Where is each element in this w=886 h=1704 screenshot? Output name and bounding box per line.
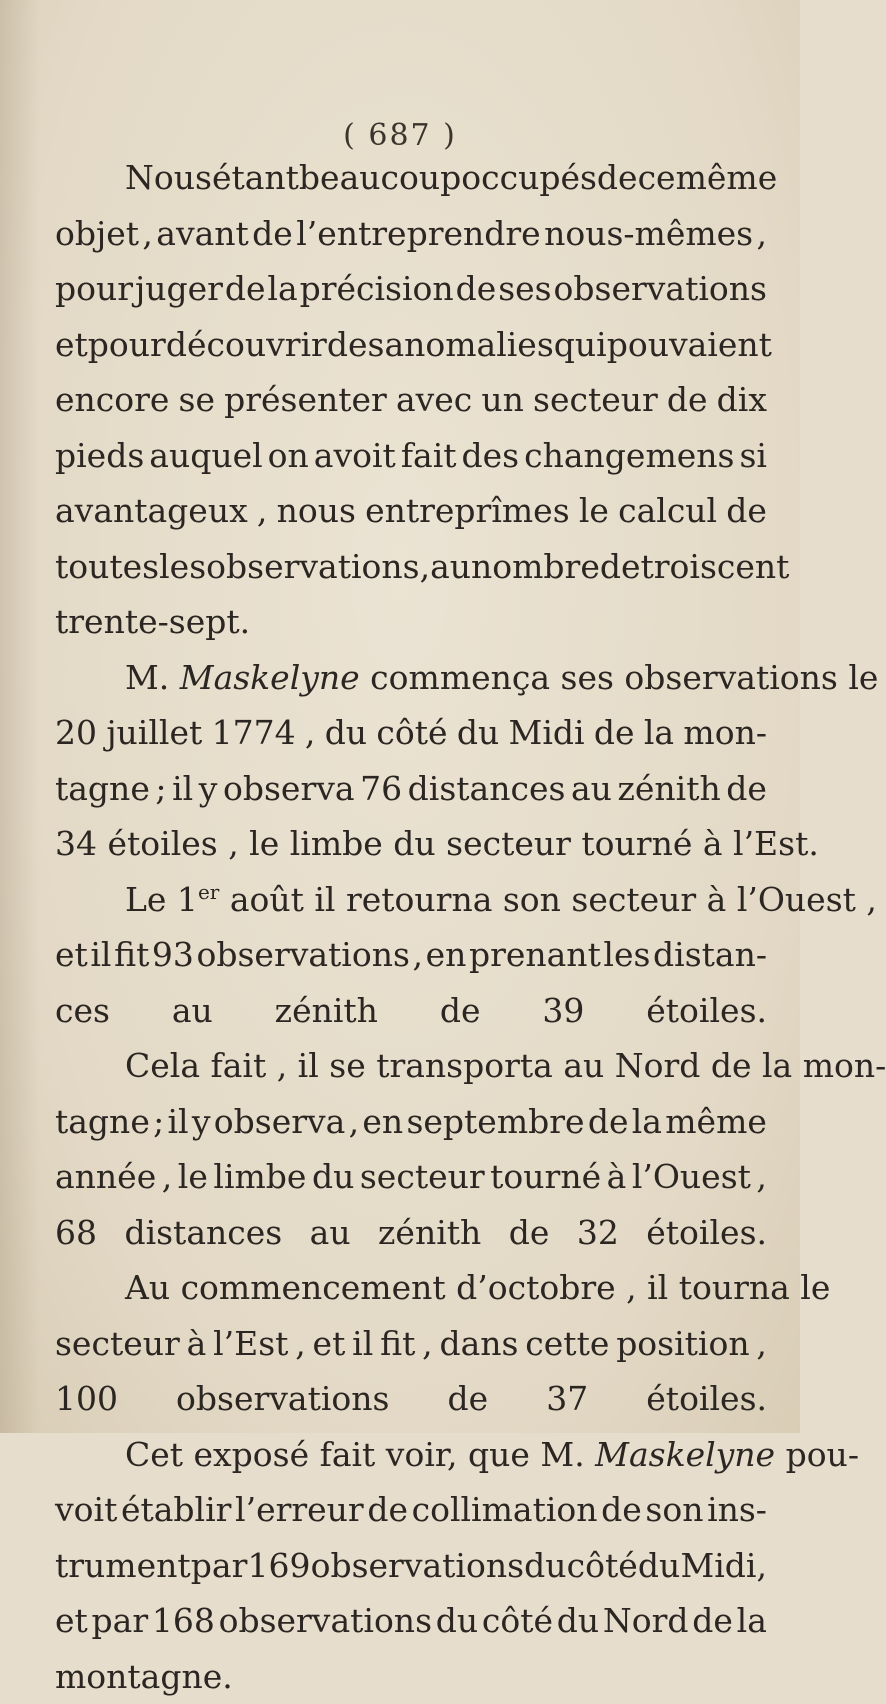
text-line	[55, 372, 767, 428]
word: du	[312, 1149, 354, 1205]
word: qui	[554, 317, 607, 373]
line-text	[55, 761, 767, 817]
word: juger	[135, 261, 223, 317]
word: en	[362, 1094, 403, 1150]
word: ,	[422, 1316, 433, 1372]
word: du	[638, 1538, 680, 1594]
line-text: Cet exposé fait voir, que M.	[125, 1435, 595, 1474]
word: voit	[55, 1482, 117, 1538]
word: limbe	[213, 1149, 306, 1205]
line-text	[125, 150, 767, 206]
word: même	[676, 150, 778, 206]
line-text: 68 distances au zénith de 32 étoiles.	[55, 1213, 767, 1252]
line-text	[55, 372, 767, 428]
line-text: Au commencement d’octobre , il tourna le	[125, 1268, 830, 1307]
line-text	[55, 317, 767, 373]
page-number: ( 687 )	[0, 118, 800, 153]
text-line	[55, 1482, 767, 1538]
word: beaucoup	[299, 150, 461, 206]
word: année	[55, 1149, 156, 1205]
line-text: 100 observations de 37 étoiles.	[55, 1379, 767, 1418]
word: la	[737, 1593, 767, 1649]
paragraph-2	[55, 650, 767, 872]
word: au	[571, 761, 612, 817]
word: l’Est	[213, 1316, 288, 1372]
word: observations	[197, 927, 410, 983]
superscript: er	[198, 880, 219, 904]
word: de	[588, 1094, 629, 1150]
word: se	[179, 372, 215, 428]
text-line	[55, 1427, 767, 1483]
text-line	[55, 1649, 767, 1704]
word: l’erreur	[235, 1482, 364, 1538]
word: ,	[349, 1094, 360, 1150]
word: ,	[162, 1149, 173, 1205]
word: si	[739, 428, 767, 484]
word: avec	[396, 372, 472, 428]
line-text	[55, 705, 767, 761]
person-name: Maskelyne	[180, 658, 360, 697]
text-line	[55, 1205, 767, 1261]
word: collimation	[412, 1482, 598, 1538]
word: observations	[206, 539, 419, 595]
word: 169	[247, 1538, 310, 1594]
word: Midi,	[680, 1538, 767, 1594]
word: pieds	[55, 428, 144, 484]
word: nous-mêmes	[544, 206, 753, 262]
line-text	[55, 539, 767, 595]
word: y	[192, 1094, 211, 1150]
line-text	[55, 428, 767, 484]
word: et	[55, 927, 88, 983]
word: la	[632, 1094, 662, 1150]
word: ,	[413, 927, 424, 983]
line-text	[55, 1094, 767, 1150]
text-line	[55, 1038, 767, 1094]
word: occupés	[461, 150, 597, 206]
word: avantageux	[55, 483, 248, 539]
line-text	[55, 1316, 767, 1372]
word: distan-	[653, 927, 767, 983]
word: étant	[212, 150, 299, 206]
word: secteur	[360, 1149, 485, 1205]
word: il	[168, 1094, 189, 1150]
line-text: Cela fait , il se transporta au Nord de la mon-	[125, 1046, 886, 1085]
line-text: montagne.	[55, 1657, 233, 1696]
word: observations	[311, 1538, 524, 1594]
line-text: août il retourna son secteur à l’Ouest ,	[219, 880, 877, 919]
word: ,	[757, 206, 768, 262]
text-line	[55, 261, 767, 317]
word: son	[645, 1482, 703, 1538]
word: établir	[121, 1482, 231, 1538]
word: objet	[55, 206, 139, 262]
paragraph-6	[55, 1427, 767, 1704]
word: à	[607, 1149, 627, 1205]
word: côté	[482, 1593, 553, 1649]
word: ,	[756, 1149, 767, 1205]
line-text	[55, 1482, 767, 1538]
word: les	[159, 539, 206, 595]
word: distances	[408, 761, 566, 817]
text-line	[55, 150, 767, 206]
word: même	[665, 1094, 767, 1150]
word: fit	[114, 927, 149, 983]
word: 76	[360, 761, 402, 817]
word: changemens	[524, 428, 734, 484]
word: auquel	[149, 428, 262, 484]
word: Nous	[125, 150, 212, 206]
text-line	[55, 428, 767, 484]
paragraph-1	[55, 150, 767, 650]
word: fit	[380, 1316, 415, 1372]
word: des	[462, 428, 520, 484]
word: il	[172, 761, 193, 817]
word: tagne	[55, 761, 150, 817]
word: ,	[295, 1316, 306, 1372]
word: présenter	[224, 372, 387, 428]
word: et	[55, 317, 88, 373]
text-line	[55, 1094, 767, 1150]
text-line	[55, 317, 767, 373]
word: de	[225, 261, 266, 317]
text-line	[55, 1260, 767, 1316]
word: nous	[277, 483, 356, 539]
word: de	[692, 1593, 733, 1649]
word: dans	[439, 1316, 518, 1372]
text-line	[55, 1593, 767, 1649]
word: ins-	[707, 1482, 767, 1538]
word: Nord	[603, 1593, 689, 1649]
word: anomalies	[384, 317, 553, 373]
word: observations	[554, 261, 767, 317]
word: par	[191, 1538, 248, 1594]
word: pour	[55, 261, 133, 317]
word: l’entreprendre	[296, 206, 541, 262]
word: la	[267, 261, 297, 317]
word: il	[352, 1316, 373, 1372]
word: zénith	[617, 761, 720, 817]
text-line	[55, 594, 767, 650]
line-text: trente-sept.	[55, 602, 250, 641]
text-line	[55, 1149, 767, 1205]
word: le	[178, 1149, 208, 1205]
word: du	[436, 1593, 478, 1649]
line-text: M.	[125, 658, 180, 697]
word: de	[252, 206, 293, 262]
word: ,	[305, 705, 316, 761]
word: observa	[214, 1094, 346, 1150]
word: ses	[498, 261, 551, 317]
line-text	[55, 261, 767, 317]
word: ;	[153, 1094, 164, 1150]
word: avant	[156, 206, 249, 262]
word: en	[426, 927, 467, 983]
word: tagne	[55, 1094, 150, 1150]
word: du	[557, 1593, 599, 1649]
word: de	[726, 761, 767, 817]
word: prenant	[469, 927, 601, 983]
paragraph-4	[55, 1038, 767, 1260]
word: au	[430, 539, 471, 595]
word: encore	[55, 372, 169, 428]
line-text	[55, 206, 767, 262]
text-line	[55, 927, 767, 983]
word: côté	[567, 1538, 638, 1594]
word: observa	[223, 761, 355, 817]
word: ;	[155, 761, 166, 817]
word: fait	[401, 428, 457, 484]
word: de	[726, 483, 767, 539]
word: 1774	[212, 705, 296, 761]
word: à	[187, 1316, 207, 1372]
line-text: Le 1	[125, 880, 198, 919]
body-text	[55, 150, 767, 1704]
text-line	[55, 761, 767, 817]
word: ce	[638, 150, 676, 206]
line-text	[55, 1149, 767, 1205]
word: on	[268, 428, 309, 484]
text-line	[55, 872, 767, 928]
word: un	[481, 372, 524, 428]
word: du	[325, 705, 367, 761]
word: et	[313, 1316, 346, 1372]
word: pour	[88, 317, 166, 373]
line-text: ces au zénith de 39 étoiles.	[55, 991, 767, 1030]
word: cent	[717, 539, 790, 595]
word: dix	[717, 372, 767, 428]
text-line	[55, 1316, 767, 1372]
word: de	[367, 1482, 408, 1538]
person-name: Maskelyne	[595, 1435, 775, 1474]
word: cette	[525, 1316, 609, 1372]
word: de	[600, 539, 641, 595]
line-text	[55, 927, 767, 983]
word: 20	[55, 705, 97, 761]
word: et	[55, 1593, 88, 1649]
word: côté	[376, 705, 447, 761]
word: découvrir	[166, 317, 327, 373]
word: tourné	[490, 1149, 601, 1205]
text-line	[55, 1371, 767, 1427]
text-line	[55, 705, 767, 761]
word: trument	[55, 1538, 191, 1594]
word: l’Ouest	[632, 1149, 751, 1205]
word: ,	[420, 539, 431, 595]
word: observations	[219, 1593, 432, 1649]
text-line	[55, 983, 767, 1039]
word: le	[579, 483, 609, 539]
text-line	[55, 650, 767, 706]
word: entreprîmes	[365, 483, 570, 539]
word: mon-	[683, 705, 767, 761]
word: secteur	[55, 1316, 180, 1372]
text-line	[55, 1538, 767, 1594]
word: calcul	[618, 483, 717, 539]
word: secteur	[533, 372, 658, 428]
word: du	[457, 705, 499, 761]
word: nombre	[471, 539, 600, 595]
word: de	[601, 1482, 642, 1538]
line-text: pou-	[775, 1435, 859, 1474]
word: y	[199, 761, 218, 817]
text-line	[55, 206, 767, 262]
word: Midi	[509, 705, 585, 761]
line-text	[55, 1538, 767, 1594]
paragraph-5	[55, 1260, 767, 1427]
paragraph-3	[55, 872, 767, 1039]
word: de	[456, 261, 497, 317]
word: la	[644, 705, 674, 761]
word: septembre	[406, 1094, 584, 1150]
word: les	[603, 927, 650, 983]
word: de	[667, 372, 708, 428]
word: pouvaient	[607, 317, 772, 373]
text-line	[55, 539, 767, 595]
word: 168	[152, 1593, 215, 1649]
word: toutes	[55, 539, 159, 595]
text-line	[55, 816, 767, 872]
line-text	[55, 1593, 767, 1649]
word: du	[524, 1538, 566, 1594]
line-text: commença ses observations le	[360, 658, 879, 697]
word: position	[616, 1316, 749, 1372]
word: de	[594, 705, 635, 761]
word: par	[92, 1593, 149, 1649]
line-text	[55, 483, 767, 539]
word: il	[90, 927, 111, 983]
word: précision	[300, 261, 454, 317]
line-text: 34 étoiles , le limbe du secteur tourné à l’Est.	[55, 824, 819, 863]
word: ,	[756, 1316, 767, 1372]
word: des	[327, 317, 385, 373]
word: 93	[152, 927, 194, 983]
word: ,	[142, 206, 153, 262]
word: trois	[641, 539, 717, 595]
word: de	[597, 150, 638, 206]
text-line	[55, 483, 767, 539]
word: avoit	[314, 428, 396, 484]
word: juillet	[106, 705, 202, 761]
word: ,	[257, 483, 268, 539]
